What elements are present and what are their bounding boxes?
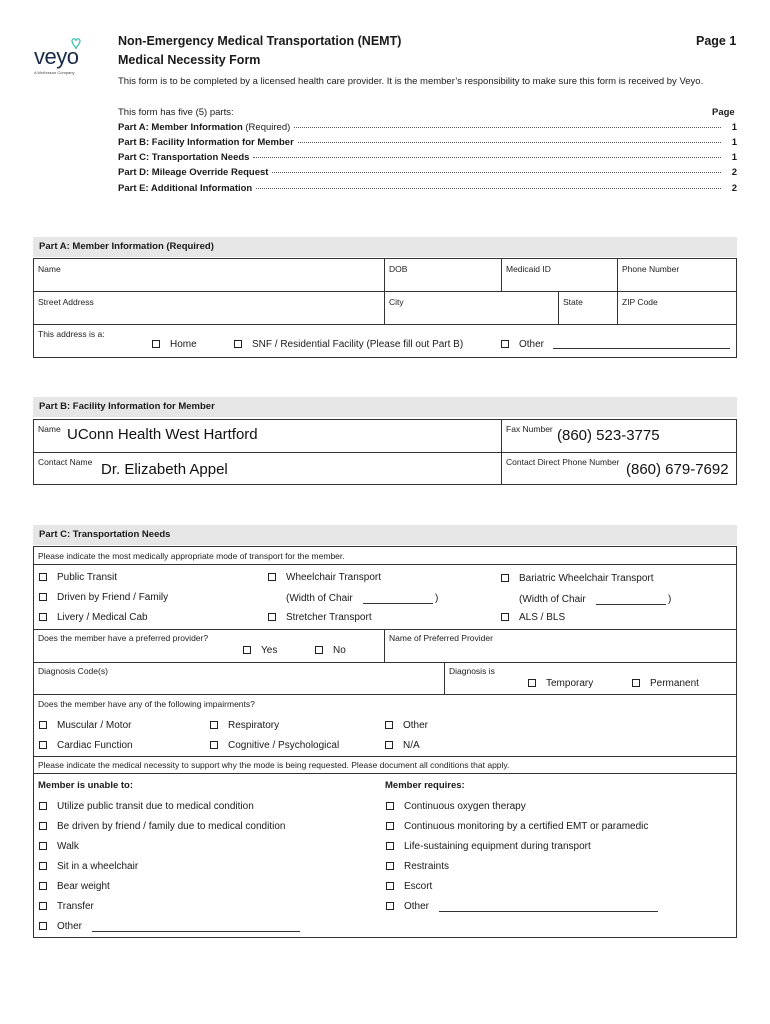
permanent-checkbox[interactable] [632,679,640,687]
part-a-header: Part A: Member Information (Required) [33,237,737,257]
unable-item: Bear weight [57,881,110,892]
cognitive-label: Cognitive / Psychological [228,740,340,751]
unable-checkbox[interactable] [39,882,47,890]
page-number: Page 1 [696,34,737,48]
wheelchair-label: Wheelchair Transport [286,572,382,583]
toc-page-header: Page [712,107,735,118]
public-transit-label: Public Transit [57,572,118,583]
form-subtitle: Medical Necessity Form [118,53,261,67]
part-c-header: Part C: Transportation Needs [33,525,737,545]
unable-checkbox[interactable] [39,902,47,910]
toc-item: Part C: Transportation Needs 1 [118,152,737,163]
direct-phone-value[interactable]: (860) 679-7692 [626,461,729,478]
bariatric-checkbox[interactable] [501,574,509,582]
direct-phone-label: Contact Direct Phone Number [506,457,620,467]
unable-other-line[interactable] [92,931,300,932]
preferred-no-label: No [333,645,346,656]
bariatric-width-label: (Width of Chair [519,594,586,605]
unable-other-label: Other [57,921,83,932]
requires-checkbox[interactable] [386,862,394,870]
requires-checkbox[interactable] [386,822,394,830]
driven-by-friend-checkbox[interactable] [39,593,47,601]
toc-item: Part A: Member Information (Required) 1 [118,122,737,133]
preferred-yes-checkbox[interactable] [243,646,251,654]
requires-heading: Member requires: [385,780,465,791]
snf-checkbox[interactable] [234,340,242,348]
contact-name-label: Contact Name [38,457,93,467]
cognitive-checkbox[interactable] [210,741,218,749]
snf-label: SNF / Residential Facility (Please fill out Part B) [252,339,464,350]
cardiac-checkbox[interactable] [39,741,47,749]
preferred-no-checkbox[interactable] [315,646,323,654]
temporary-label: Temporary [546,678,594,689]
unable-heading: Member is unable to: [38,780,134,791]
chair-width-label: (Width of Chair [286,593,353,604]
toc-item: Part D: Mileage Override Request 2 [118,167,737,178]
impair-other-checkbox[interactable] [385,721,393,729]
other-address-checkbox[interactable] [501,340,509,348]
impair-na-checkbox[interactable] [385,741,393,749]
unable-checkbox[interactable] [39,822,47,830]
impair-other-label: Other [403,720,429,731]
form-title: Non-Emergency Medical Transportation (NEMT) [118,34,402,48]
fax-value[interactable]: (860) 523-3775 [557,427,660,444]
temporary-checkbox[interactable] [528,679,536,687]
phone-field[interactable]: Phone Number [622,264,680,274]
cardiac-label: Cardiac Function [57,740,133,751]
preferred-yes-label: Yes [261,645,278,656]
zip-field[interactable]: ZIP Code [622,297,658,307]
unable-item: Sit in a wheelchair [57,861,139,872]
home-label: Home [170,339,197,350]
dob-field[interactable]: DOB [389,264,408,274]
public-transit-checkbox[interactable] [39,573,47,581]
requires-other-line[interactable] [439,911,658,912]
requires-other-label: Other [404,901,430,912]
bariatric-label: Bariatric Wheelchair Transport [519,573,654,584]
requires-other-checkbox[interactable] [386,902,394,910]
facility-name-label: Name [38,424,61,434]
chair-width-line[interactable] [363,603,433,604]
street-field[interactable]: Street Address [38,297,94,307]
requires-checkbox[interactable] [386,802,394,810]
logo-tagline: A McKesson Company [34,70,75,75]
state-field[interactable]: State [563,297,583,307]
permanent-label: Permanent [650,678,699,689]
preferred-provider-name-field[interactable]: Name of Preferred Provider [389,633,493,643]
toc-lead: This form has five (5) parts: [118,107,234,118]
medicaid-id-field[interactable]: Medicaid ID [506,264,551,274]
name-field[interactable]: Name [38,264,61,274]
facility-name-value[interactable]: UConn Health West Hartford [67,426,258,443]
wheelchair-checkbox[interactable] [268,573,276,581]
chair-width-close: ) [435,593,439,604]
unable-checkbox[interactable] [39,842,47,850]
veyo-logo: veyo [34,44,79,69]
fax-label: Fax Number [506,424,553,434]
address-type-label: This address is a: [38,329,105,339]
bariatric-width-line[interactable] [596,604,666,605]
requires-item: Life-sustaining equipment during transport [404,841,591,852]
necessity-instruction: Please indicate the medical necessity to support why the mode is being requested. Please document all conditions that apply. [38,760,510,770]
logo-heart-icon [70,38,88,52]
unable-checkbox[interactable] [39,862,47,870]
toc-item: Part B: Facility Information for Member 1 [118,137,737,148]
requires-item: Continuous oxygen therapy [404,801,526,812]
unable-item: Transfer [57,901,94,912]
requires-item: Continuous monitoring by a certified EMT or paramedic [404,821,649,832]
impairments-question: Does the member have any of the following impairments? [38,699,255,709]
respiratory-label: Respiratory [228,720,280,731]
stretcher-checkbox[interactable] [268,613,276,621]
diagnosis-is-label: Diagnosis is [449,666,495,676]
requires-checkbox[interactable] [386,842,394,850]
requires-item: Escort [404,881,433,892]
mode-instruction: Please indicate the most medically appropriate mode of transport for the member. [38,551,345,561]
als-bls-checkbox[interactable] [501,613,509,621]
contact-name-value[interactable]: Dr. Elizabeth Appel [101,461,228,478]
form-intro: This form is to be completed by a licensed health care provider. It is the member’s responsibility to make sure this form is received by Veyo. [118,76,704,87]
unable-item: Walk [57,841,79,852]
unable-item: Utilize public transit due to medical condition [57,801,254,812]
home-checkbox[interactable] [152,340,160,348]
driven-by-friend-label: Driven by Friend / Family [57,592,169,603]
impair-na-label: N/A [403,740,420,751]
muscular-label: Muscular / Motor [57,720,132,731]
preferred-provider-question: Does the member have a preferred provider? [38,633,209,643]
livery-checkbox[interactable] [39,613,47,621]
other-address-label: Other [519,339,545,350]
part-b-header: Part B: Facility Information for Member [33,397,737,417]
bariatric-width-close: ) [668,594,672,605]
livery-label: Livery / Medical Cab [57,612,148,623]
city-field[interactable]: City [389,297,404,307]
muscular-checkbox[interactable] [39,721,47,729]
als-bls-label: ALS / BLS [519,612,566,623]
unable-other-checkbox[interactable] [39,922,47,930]
respiratory-checkbox[interactable] [210,721,218,729]
diagnosis-codes-field[interactable]: Diagnosis Code(s) [38,666,108,676]
toc-item: Part E: Additional Information 2 [118,183,737,194]
unable-item: Be driven by friend / family due to medical condition [57,821,286,832]
requires-item: Restraints [404,861,450,872]
other-address-line[interactable] [553,348,730,349]
stretcher-label: Stretcher Transport [286,612,372,623]
requires-checkbox[interactable] [386,882,394,890]
unable-checkbox[interactable] [39,802,47,810]
